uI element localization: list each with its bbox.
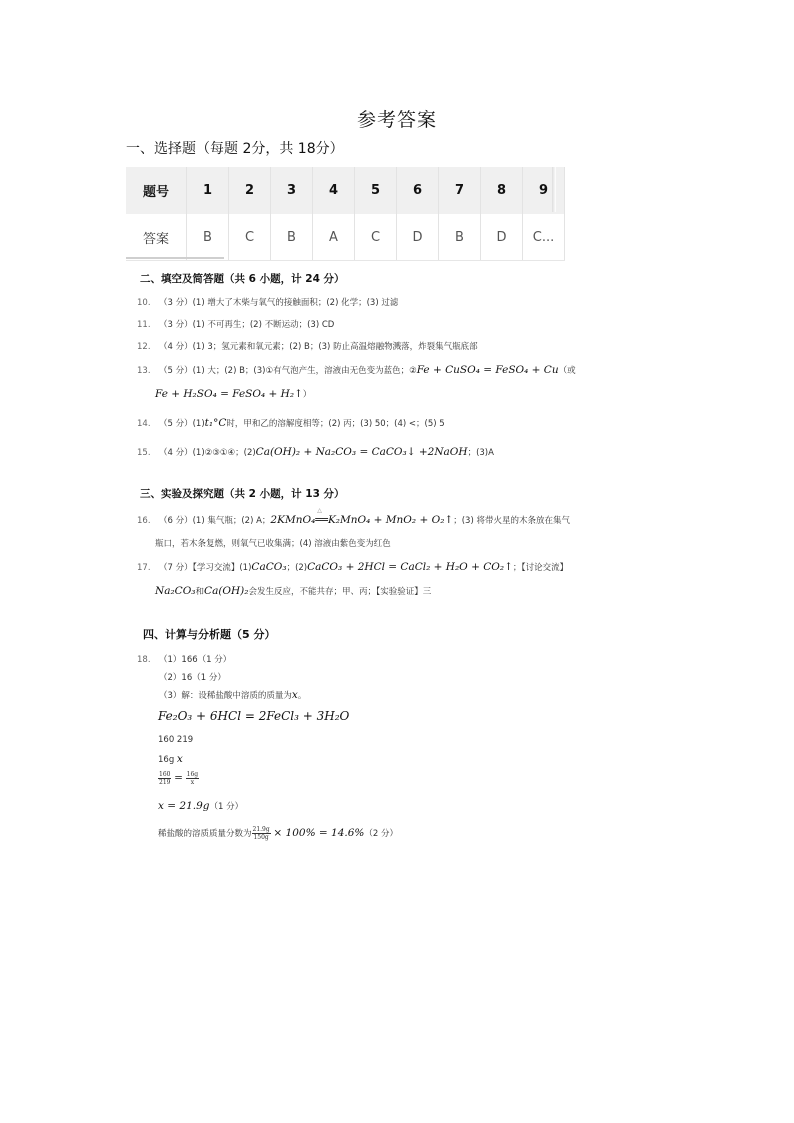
answer-text: （1）166（1 分）	[159, 655, 232, 665]
proportion	[158, 771, 199, 786]
question-17	[137, 561, 568, 573]
answer-text: （3）解：设稀盐酸中溶质的质量为	[159, 691, 292, 701]
question-10	[137, 296, 398, 308]
table-cell: 1	[187, 167, 229, 214]
equation: CaCO₃	[251, 561, 287, 573]
fraction	[158, 771, 171, 786]
numerator: 21.9g	[252, 826, 270, 833]
answer-text: 瓶口，若木条复燃，则氧气已收集满；(4) 溶液由紫色变为红色	[155, 539, 391, 549]
answer-text: （5 分）(1) 大；(2) B；(3)①有气泡产生，溶液由无色变为蓝色；②	[159, 366, 417, 376]
answer-text: ；(3) 将带火星的木条放在集气	[453, 516, 570, 526]
score: （1 分）	[209, 802, 244, 812]
page-title: 参考答案	[356, 109, 437, 131]
table-cell: B	[187, 214, 229, 261]
answer-text: （4 分）(1) 3；氢元素和氧元素；(2) B；(3) 防止高温熔融物溅落，炸裂集气瓶底部	[159, 342, 478, 352]
table-cell: 4	[313, 167, 355, 214]
table-cell: 5	[355, 167, 397, 214]
equation: 2KMnO₄	[270, 514, 316, 526]
equation: Ca(OH)₂ + Na₂CO₃ = CaCO₃↓ +2NaOH	[255, 446, 468, 458]
section1-heading: 一、选择题（每题 2分，共 18分）	[126, 141, 344, 157]
question-number: 18.	[137, 655, 151, 665]
answer-text: （4 分）(1)②③①④；(2)	[159, 448, 256, 458]
question-18-part3	[159, 689, 306, 701]
question-18	[137, 653, 231, 665]
heat-equals-sign: ══ △	[315, 507, 328, 526]
table-cell: D	[481, 214, 523, 261]
question-number: 15.	[137, 448, 151, 458]
table-cell: A	[313, 214, 355, 261]
equation: × 100% = 14.6%	[273, 827, 365, 839]
table-cell: 6	[397, 167, 439, 214]
question-13-cont	[155, 388, 311, 400]
table-cell: 答案	[126, 214, 187, 261]
answer-text: 160 219	[158, 735, 194, 745]
table-cell: C...	[523, 214, 565, 261]
question-number: 17.	[137, 563, 151, 573]
answer-text: 会发生反应，不能共存；甲、丙；【实验验证】三	[248, 587, 432, 597]
question-15	[137, 446, 494, 458]
table-cell: B	[439, 214, 481, 261]
answer-text: 时，甲和乙的溶解度相等；(2) 丙；(3) 50；(4) <；(5) 5	[226, 419, 445, 429]
question-14	[137, 417, 445, 429]
answer-text: ；(3)A	[467, 448, 494, 458]
denominator: x	[190, 779, 195, 786]
numerator: 160	[159, 771, 171, 778]
variable: x	[176, 753, 183, 765]
answer-text: （2）16（1 分）	[159, 673, 226, 683]
answer-text: （3 分）(1) 不可再生；(2) 不断运动；(3) CD	[159, 320, 335, 330]
given-masses	[158, 753, 183, 765]
denominator: 150g	[253, 834, 269, 841]
equals-sign: =	[174, 772, 183, 784]
table-cell: 7	[439, 167, 481, 214]
table-cell: 3	[271, 167, 313, 214]
equation: Fe₂O₃ + 6HCl = 2FeCl₃ + 3H₂O	[158, 709, 350, 723]
molar-masses	[158, 735, 193, 745]
table-cell: 9	[523, 167, 565, 214]
question-number: 11.	[137, 320, 151, 330]
answer-table	[126, 167, 565, 261]
section4-heading: 四、计算与分析题（5 分）	[143, 628, 276, 641]
answer-text: （3 分）(1) 增大了木柴与氧气的接触面积；(2) 化学；(3) 过滤	[159, 298, 399, 308]
question-16-cont	[155, 537, 391, 549]
question-number: 10.	[137, 298, 151, 308]
answer-text: ；【讨论交流】	[512, 563, 569, 573]
answer-text: ）	[302, 390, 312, 400]
table-cell: B	[271, 214, 313, 261]
question-12	[137, 340, 478, 352]
fraction	[186, 771, 199, 786]
question-number: 14.	[137, 419, 151, 429]
question-number: 13.	[137, 366, 151, 376]
section3-heading: 三、实验及探究题（共 2 小题，计 13 分）	[140, 488, 345, 500]
answer-text: 16g	[158, 755, 175, 765]
equation: Fe + H₂SO₄ = FeSO₄ + H₂↑	[155, 388, 303, 400]
question-number: 16.	[137, 516, 151, 526]
equation: Ca(OH)₂	[204, 585, 249, 597]
question-number: 12.	[137, 342, 151, 352]
table-scrollbar[interactable]	[126, 257, 224, 259]
final-line	[158, 826, 398, 841]
table-cell: C	[229, 214, 271, 261]
answer-text: （6 分）(1) 集气瓶；(2) A；	[159, 516, 271, 526]
variable: x	[291, 689, 298, 701]
equation: Fe + CuSO₄ = FeSO₄ + Cu	[416, 364, 559, 376]
question-16	[137, 507, 570, 526]
denominator: 219	[159, 779, 171, 786]
table-cell: D	[397, 214, 439, 261]
answer-text: （7 分）【学习交流】(1)	[159, 563, 252, 573]
table-cell: 题号	[126, 167, 187, 214]
answer-text: 。	[297, 691, 307, 701]
table-header-row	[126, 167, 565, 214]
section2-heading: 二、填空及简答题（共 6 小题，计 24 分）	[140, 273, 345, 285]
answer-text: 稀盐酸的溶质质量分数为	[158, 829, 252, 839]
answer-text: （5 分）(1)	[159, 419, 205, 429]
answer-text: ；(2)	[286, 563, 308, 573]
numerator: 16g	[186, 771, 199, 778]
answer-text: 和	[195, 587, 205, 597]
equation: CaCO₃ + 2HCl = CaCl₂ + H₂O + CO₂↑	[307, 561, 513, 573]
table-cell: 2	[229, 167, 271, 214]
question-17-cont	[155, 585, 431, 597]
reaction-equation	[158, 709, 349, 723]
heat-triangle-icon: △	[317, 507, 322, 514]
question-13	[137, 364, 576, 376]
result-line	[158, 800, 243, 812]
table-scroll-shadow	[552, 167, 556, 212]
equation: x = 21.9g	[158, 800, 210, 812]
answer-text: （或	[558, 366, 576, 376]
fraction	[252, 826, 271, 841]
equation: t₁°C	[204, 417, 227, 429]
equation: Na₂CO₃	[155, 585, 196, 597]
score: （2 分）	[364, 829, 399, 839]
question-18-part2	[159, 671, 226, 683]
table-cell: C	[355, 214, 397, 261]
question-11	[137, 318, 334, 330]
table-answer-row	[126, 214, 565, 261]
table-cell: 8	[481, 167, 523, 214]
equation: K₂MnO₄ + MnO₂ + O₂↑	[327, 514, 454, 526]
